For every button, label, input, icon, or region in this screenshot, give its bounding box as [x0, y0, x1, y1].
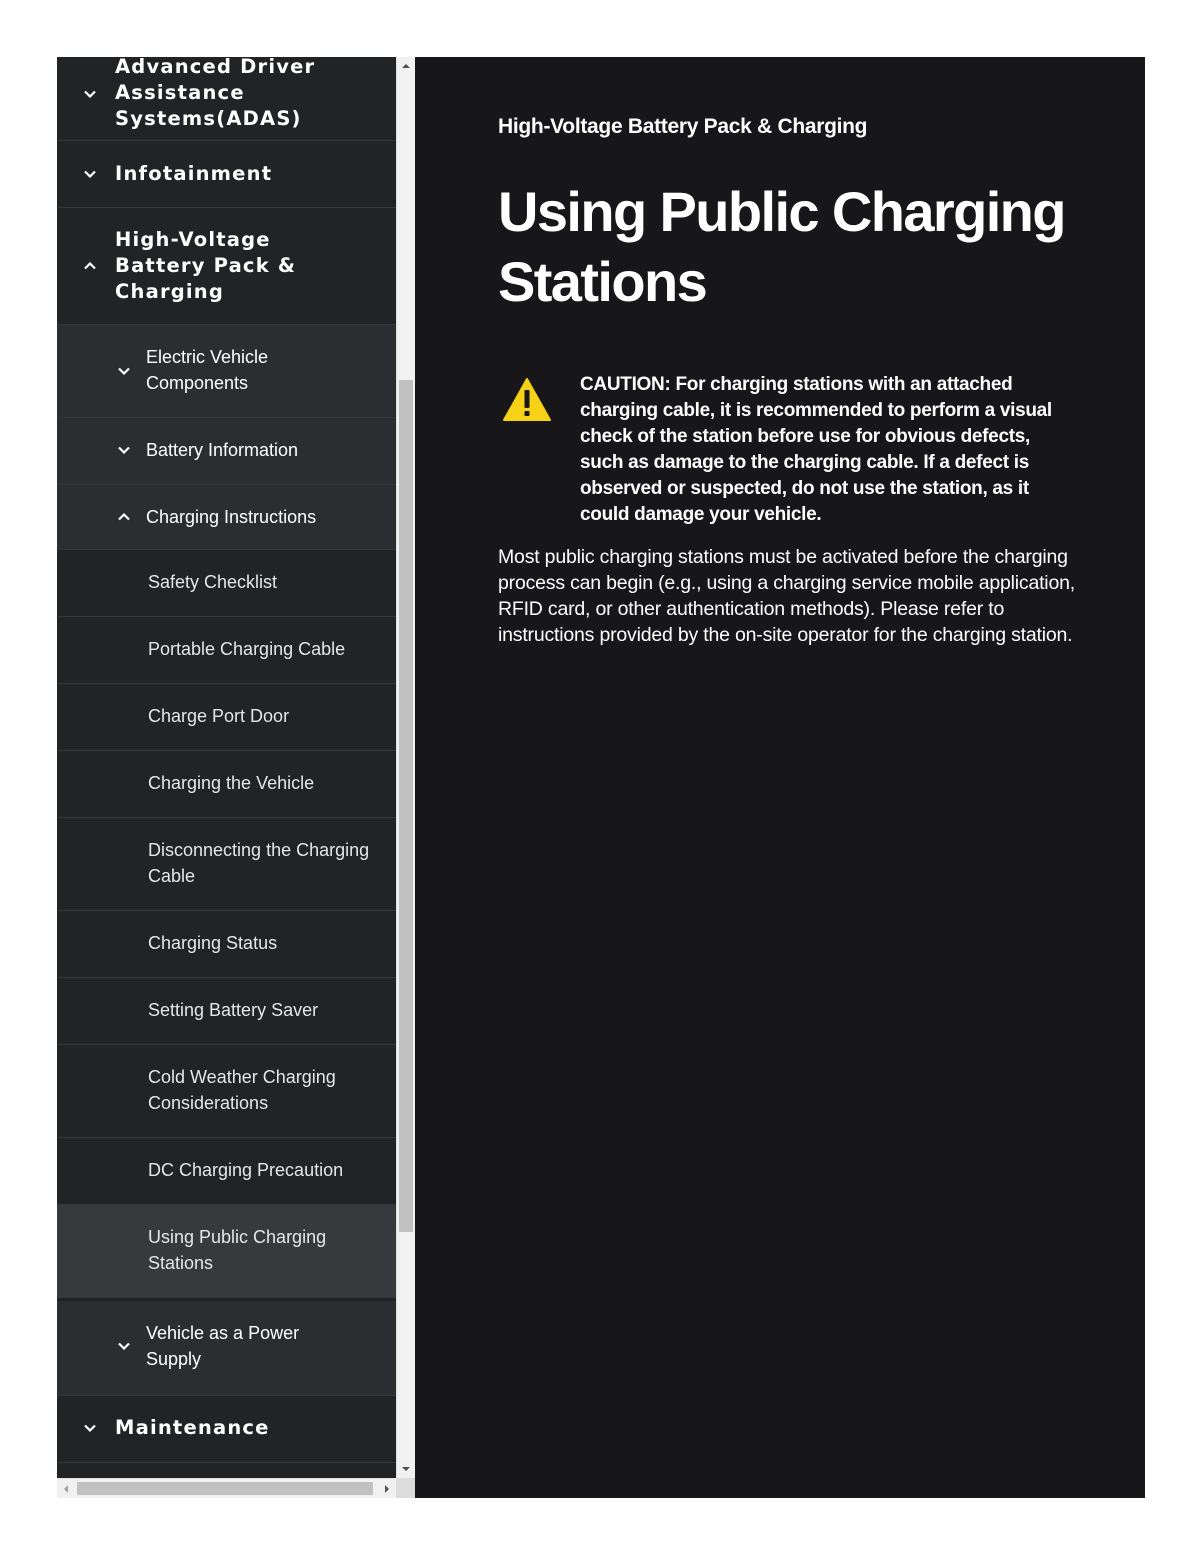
chevron-down-icon [83, 1421, 97, 1435]
chevron-up-icon [117, 510, 131, 524]
nav-item-label: Advanced Driver Assistance Systems(ADAS) [115, 57, 316, 130]
nav-item-label: Vehicle as a Power Supply [146, 1323, 300, 1369]
nav-item-safety-checklist[interactable] [57, 550, 396, 617]
nav-item-public-charging-stations[interactable] [57, 1205, 396, 1298]
nav-item-label: DC Charging Precaution [148, 1160, 344, 1180]
nav-item-ev-components[interactable] [57, 325, 396, 418]
nav-item-charging-status[interactable] [57, 911, 396, 978]
nav-item-label: Charging Instructions [146, 507, 317, 527]
nav-item-label: High-Voltage Battery Pack & Charging [115, 228, 297, 303]
nav-item-label: Charge Port Door [148, 706, 290, 726]
scrollbar-thumb[interactable] [399, 380, 413, 1232]
body-text: Most public charging stations must be activated before the charging process can begin (e.g., using a charging service mobile application, RFID card, or other authentication methods). Please refer to instructions provided by the on-site operator for the charging station. [498, 546, 1075, 646]
nav-item-cold-weather[interactable] [57, 1045, 396, 1138]
nav-item-label: Maintenance [115, 1416, 270, 1439]
page-title: Using Public Charging Stations [498, 180, 1065, 313]
chevron-down-icon [117, 364, 131, 378]
nav-item-label: Charging Status [148, 933, 278, 953]
nav-item-maintenance[interactable] [57, 1396, 396, 1463]
chevron-down-icon [83, 87, 97, 101]
sidebar-nav [57, 57, 396, 1478]
caution-text: CAUTION: For charging stations with an attached charging cable, it is recommended to perform a visual check of the station before use for obvious defects, such as damage to the charging cable. If a defect is observed or suspected, do not use the station, as it could damage your vehicle. [580, 374, 1052, 525]
chevron-down-icon [83, 167, 97, 181]
nav-item-portable-charging-cable[interactable] [57, 617, 396, 684]
nav-item-label: Charging the Vehicle [148, 773, 315, 793]
chevron-down-icon [117, 1339, 131, 1353]
warning-triangle-icon [502, 377, 552, 423]
nav-item-charging-the-vehicle[interactable] [57, 751, 396, 818]
content-panel [415, 57, 1145, 1498]
scroll-up-arrow-icon[interactable] [397, 57, 415, 75]
chevron-down-icon [117, 443, 131, 457]
scrollbar-corner [396, 1478, 415, 1498]
nav-item-disconnecting-cable[interactable] [57, 818, 396, 911]
nav-item-label: Disconnecting the Charging Cable [148, 840, 370, 886]
nav-item-charging-instructions[interactable] [57, 485, 396, 550]
nav-item-label: Using Public Charging Stations [148, 1227, 327, 1273]
sidebar-vertical-scrollbar[interactable] [396, 57, 415, 1478]
nav-item-dc-charging-precaution[interactable] [57, 1138, 396, 1205]
scroll-right-arrow-icon[interactable] [378, 1479, 396, 1498]
nav-item-label: Electric Vehicle Components [146, 347, 269, 393]
scrollbar-thumb[interactable] [77, 1482, 373, 1495]
nav-item-label: Battery Information [146, 440, 299, 460]
nav-item-high-voltage-battery[interactable] [57, 208, 396, 325]
nav-item-battery-saver[interactable] [57, 978, 396, 1045]
nav-item-infotainment[interactable] [57, 141, 396, 208]
nav-item-vehicle-power-supply[interactable] [57, 1301, 396, 1396]
nav-item-adas[interactable] [57, 57, 396, 141]
scroll-down-arrow-icon[interactable] [397, 1460, 415, 1478]
nav-item-label: Infotainment [115, 162, 273, 185]
scroll-left-arrow-icon[interactable] [57, 1479, 75, 1498]
nav-item-label: Portable Charging Cable [148, 639, 346, 659]
nav-item-label: Cold Weather Charging Considerations [148, 1067, 336, 1113]
breadcrumb[interactable]: High-Voltage Battery Pack & Charging [498, 115, 868, 138]
sidebar-horizontal-scrollbar[interactable] [57, 1478, 396, 1498]
nav-item-label: Safety Checklist [148, 572, 278, 592]
nav-item-label: Setting Battery Saver [148, 1000, 319, 1020]
nav-item-battery-information[interactable] [57, 418, 396, 485]
nav-item-charge-port-door[interactable] [57, 684, 396, 751]
chevron-up-icon [83, 259, 97, 273]
